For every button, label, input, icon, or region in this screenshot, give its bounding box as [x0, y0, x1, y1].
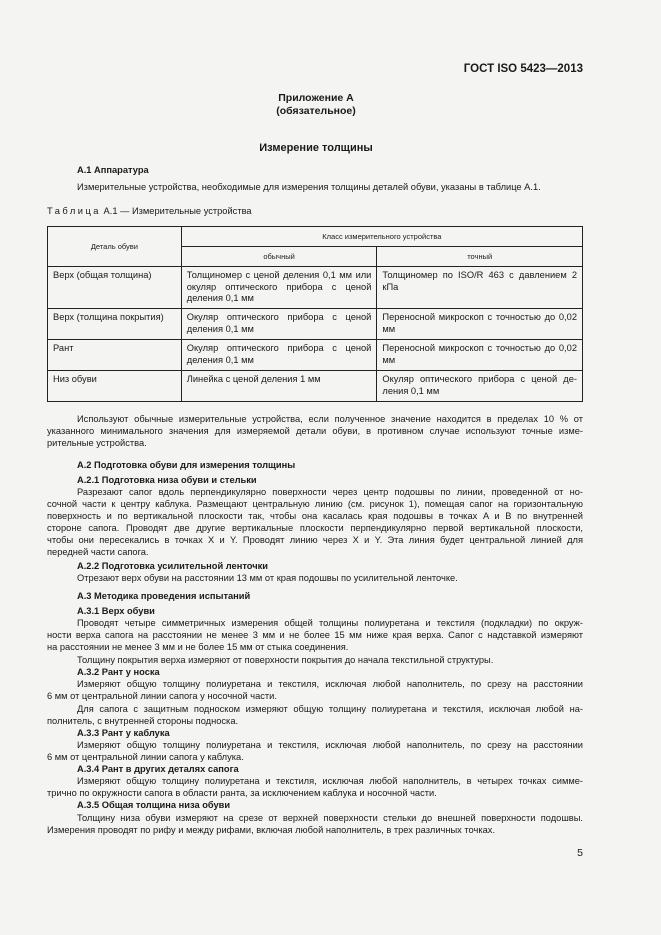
a22-line: Отрезают верх обуви на расстоянии 13 мм от края подошвы по усилительной ленточке. — [77, 573, 458, 583]
table-row — [48, 340, 583, 371]
cell-ordinary: Линейка с ценой деления 1 мм — [181, 371, 377, 402]
a32-line: Для сапога с защитным подноском измеряют общую толщину полиуретана и текстиля, исключая любой на- — [77, 704, 583, 714]
header-precise: точный — [377, 247, 583, 267]
cell-precise: Переносной микроскоп с точностью до 0,02 мм — [377, 309, 583, 340]
table-header-row — [48, 227, 583, 247]
a32-heading: А.3.2 Рант у носка — [77, 667, 160, 677]
table-caption — [47, 205, 252, 218]
note-line: Используют обычные измерительные устройства, если полученное значение находится в пределах 10 % от — [77, 414, 583, 424]
measuring-devices-table — [47, 226, 583, 402]
a2-heading: А.2 Подготовка обуви для измерения толщины — [77, 460, 296, 470]
cell-precise: Переносной микроскоп с точностью до 0,02 мм — [377, 340, 583, 371]
table-caption-label: Таблица — [47, 206, 101, 216]
a21-heading: А.2.1 Подготовка низа обуви и стельки — [77, 475, 257, 485]
cell-precise: Окуляр оптического прибора с ценой деления 0,1 мм — [377, 371, 583, 402]
cell-precise: Толщиномер по ISO/R 463 с давлением 2 кПа — [377, 267, 583, 309]
a1-heading: А.1 Аппаратура — [77, 165, 149, 175]
section-title: Измерение толщины — [259, 142, 373, 154]
a32-line: полнитель, с внутренней стороны подноска. — [47, 716, 239, 726]
a1-text: Измерительные устройства, необходимые для измерения толщины деталей обуви, указаны в таблице А.1. — [77, 182, 541, 192]
a22-heading: А.2.2 Подготовка усилительной ленточки — [77, 561, 268, 571]
table-row — [48, 267, 583, 309]
table-row — [48, 371, 583, 402]
table-row — [48, 309, 583, 340]
a21-line: сочной части к центру каблука. Размещают центральную линию (см. рисунок 1), помещая сапог на горизонтальную — [47, 499, 583, 509]
a21-line: стороне сапога. Проводят две другие вертикальные плоскости перпендикулярно первой вертикальной плоскости, — [47, 523, 583, 533]
a32-line: Измеряют общую толщину полиуретана и текстиля, исключая любой наполнитель, по срезу на расстоянии — [77, 679, 583, 689]
a34-line: трично по окружности сапога в области ранта, за исключением каблука и носочной части. — [47, 788, 437, 798]
a33-line: Измеряют общую толщину полиуретана и текстиля, исключая любой наполнитель, по срезу на расстоянии — [77, 740, 583, 750]
a34-heading: А.3.4 Рант в других деталях сапога — [77, 764, 239, 774]
a32-line: 6 мм от центральной линии сапога у носочной части. — [47, 691, 277, 701]
a3-heading: А.3 Методика проведения испытаний — [77, 591, 251, 601]
table-caption-text: А.1 — Измерительные устройства — [103, 206, 252, 216]
a35-line: Толщину низа обуви измеряют на срезе от верхней поверхности стельки до внешней поверхности подошвы. — [77, 813, 583, 823]
a31-line: Толщину покрытия верха измеряют от поверхности покрытия до начала текстильной структуры. — [77, 655, 494, 665]
header-part: Деталь обуви — [48, 227, 182, 267]
cell-ordinary: Окуляр оптического прибора с ценой деления 0,1 мм — [181, 340, 377, 371]
cell-part: Верх (общая толщина) — [48, 267, 182, 309]
note-line: указанного минимального значения для измеряемой детали обуви, в противном случае используют точные изме- — [47, 426, 583, 436]
note-line: рительные устройства. — [47, 438, 147, 448]
a31-heading: А.3.1 Верх обуви — [77, 606, 155, 616]
cell-part: Верх (толщина покрытия) — [48, 309, 182, 340]
cell-part: Рант — [48, 340, 182, 371]
cell-ordinary: Толщиномер с ценой деления 0,1 мм или окуляр оптического прибора с ценой деления 0,1 мм — [181, 267, 377, 309]
a31-line: ности верха сапога на расстоянии не менее 3 мм и не более 15 мм ниже края верха. Сапог с надставкой измеряют — [47, 630, 583, 640]
a33-heading: А.3.3 Рант у каблука — [77, 728, 170, 738]
a34-line: Измеряют общую толщину полиуретана и текстиля, исключая любой наполнитель, в четырех точках симме- — [77, 776, 583, 786]
cell-part: Низ обуви — [48, 371, 182, 402]
a31-line: на расстоянии не менее 3 мм и не более 15 мм от стыка соединения. — [47, 642, 349, 652]
a33-line: 6 мм от центральной линии сапога у каблука. — [47, 752, 244, 762]
appendix-title: Приложение А — [278, 92, 354, 104]
header-ordinary: обычный — [181, 247, 377, 267]
page-number: 5 — [577, 847, 583, 859]
a21-line: чтобы они пересекались в точках X и Y. Проводят линию через X и Y. Эта линия будет центральной линией для — [47, 535, 583, 545]
a31-line: Проводят четыре симметричных измерения общей толщины полиуретана и текстиля (подкладки) по окруж- — [77, 618, 583, 628]
cell-ordinary: Окуляр оптического прибора с ценой деления 0,1 мм — [181, 309, 377, 340]
appendix-status: (обязательное) — [276, 105, 356, 117]
a21-line: передней части сапога. — [47, 547, 149, 557]
header-class: Класс измерительного устройства — [181, 227, 582, 247]
a35-heading: А.3.5 Общая толщина низа обуви — [77, 800, 231, 810]
document-standard-header: ГОСТ ISO 5423—2013 — [463, 63, 583, 75]
a35-line: Измерения проводят по рифу и между рифами, включая любой наполнитель, в трех различных точках. — [47, 825, 496, 835]
a21-line: поверхность и по вертикальной плоскости так, чтобы она касалась края подошвы в точках A и B по внутренней — [47, 511, 583, 521]
a21-line: Разрезают сапог вдоль перпендикулярно поверхности через центр подошвы по линии, проведенной от но- — [77, 487, 583, 497]
